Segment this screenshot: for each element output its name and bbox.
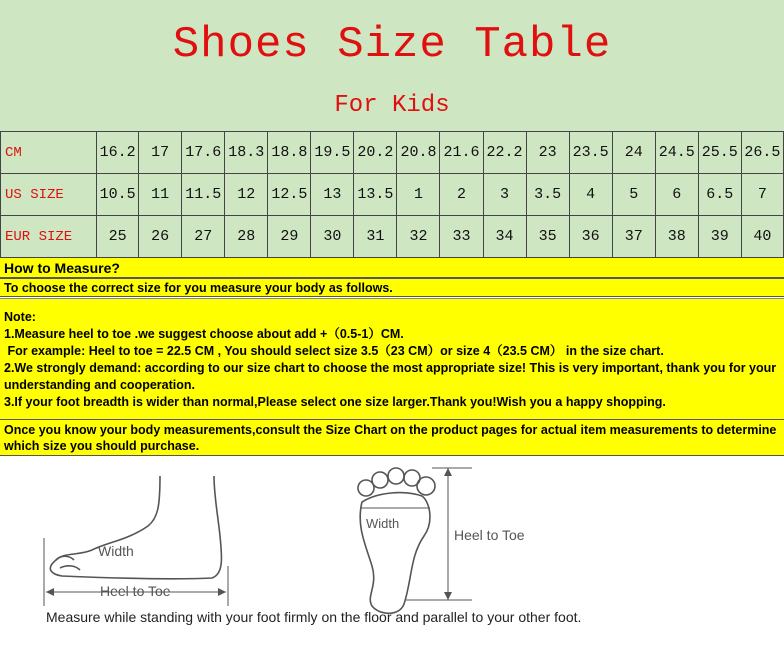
size-cell: 22.2 xyxy=(483,132,526,174)
size-cell: 3.5 xyxy=(526,174,569,216)
size-row-label: US SIZE xyxy=(1,174,97,216)
size-cell: 11 xyxy=(139,174,182,216)
size-cell: 4 xyxy=(569,174,612,216)
measure-caption: Measure while standing with your foot firmly on the floor and parallel to your other foot. xyxy=(46,609,582,625)
header-banner xyxy=(0,0,784,131)
page-title: Shoes Size Table xyxy=(172,20,612,70)
size-cell: 33 xyxy=(440,216,483,258)
size-cell: 30 xyxy=(311,216,354,258)
sole-arrow-bottom xyxy=(444,592,452,600)
sole-width-label: Width xyxy=(366,516,400,531)
size-cell: 2 xyxy=(440,174,483,216)
size-cell: 6.5 xyxy=(698,174,741,216)
size-cell: 7 xyxy=(741,174,783,216)
size-cell: 34 xyxy=(483,216,526,258)
size-cell: 32 xyxy=(397,216,440,258)
size-cell: 21.6 xyxy=(440,132,483,174)
size-row-label: EUR SIZE xyxy=(1,216,97,258)
size-cell: 38 xyxy=(655,216,698,258)
side-foot-outline xyxy=(50,476,221,579)
notes-block xyxy=(0,298,784,420)
size-cell: 37 xyxy=(612,216,655,258)
sole-toe-3 xyxy=(388,468,404,484)
size-cell: 39 xyxy=(698,216,741,258)
note-3: 3.If your foot breadth is wider than normal,Please select one size larger.Thank you!Wish you a happy shopping. xyxy=(4,395,666,409)
size-cell: 16.2 xyxy=(97,132,139,174)
size-row-label: CM xyxy=(1,132,97,174)
size-row xyxy=(1,132,784,174)
size-cell: 28 xyxy=(225,216,268,258)
sole-length-label: Heel to Toe xyxy=(454,527,525,543)
size-cell: 3 xyxy=(483,174,526,216)
size-cell: 24 xyxy=(612,132,655,174)
size-row xyxy=(1,216,784,258)
size-cell: 23.5 xyxy=(569,132,612,174)
size-cell: 20.2 xyxy=(354,132,397,174)
size-cell: 13.5 xyxy=(354,174,397,216)
size-cell: 29 xyxy=(268,216,311,258)
size-cell: 11.5 xyxy=(182,174,225,216)
side-length-label: Heel to Toe xyxy=(100,583,171,599)
size-cell: 24.5 xyxy=(655,132,698,174)
page-subtitle: For Kids xyxy=(334,92,450,119)
side-width-label: Width xyxy=(98,543,134,559)
size-cell: 23 xyxy=(526,132,569,174)
size-table-body xyxy=(1,132,784,258)
size-cell: 19.5 xyxy=(311,132,354,174)
size-cell: 10.5 xyxy=(97,174,139,216)
size-cell: 17 xyxy=(139,132,182,174)
note-2: 2.We strongly demand: according to our size chart to choose the most appropriate size! This is very important, thank you for your understanding and cooperation. xyxy=(4,361,777,392)
sole-arrow-top xyxy=(444,468,452,476)
side-arrow-left xyxy=(46,588,54,596)
size-cell: 31 xyxy=(354,216,397,258)
side-foot-illustration xyxy=(50,476,221,579)
size-cell: 18.8 xyxy=(268,132,311,174)
choose-size-text: To choose the correct size for you measure your body as follows. xyxy=(0,278,784,297)
size-cell: 27 xyxy=(182,216,225,258)
sole-toe-5 xyxy=(417,477,435,495)
size-cell: 25.5 xyxy=(698,132,741,174)
size-cell: 18.3 xyxy=(225,132,268,174)
once-you-know-text: Once you know your body measurements,consult the Size Chart on the product pages for actual item measurements to determine which size you should purchase. xyxy=(0,420,784,456)
note-1: 1.Measure heel to toe .we suggest choose about add +（0.5-1）CM. xyxy=(4,327,404,341)
sole-foot-outline xyxy=(360,493,430,614)
side-foot-toes xyxy=(56,556,80,570)
note-label: Note: xyxy=(4,310,36,324)
size-table xyxy=(0,131,784,258)
sole-toe-2 xyxy=(372,472,388,488)
side-arrow-right xyxy=(218,588,226,596)
size-cell: 13 xyxy=(311,174,354,216)
size-cell: 6 xyxy=(655,174,698,216)
size-cell: 20.8 xyxy=(397,132,440,174)
note-example: For example: Heel to toe = 22.5 CM , You should select size 3.5（23 CM）or size 4（23.5 CM） in the size chart. xyxy=(4,344,664,358)
how-to-measure-heading: How to Measure? xyxy=(0,258,784,278)
size-cell: 5 xyxy=(612,174,655,216)
size-cell: 26.5 xyxy=(741,132,783,174)
size-cell: 26 xyxy=(139,216,182,258)
size-cell: 25 xyxy=(97,216,139,258)
size-cell: 1 xyxy=(397,174,440,216)
size-cell: 40 xyxy=(741,216,783,258)
size-cell: 17.6 xyxy=(182,132,225,174)
size-cell: 12.5 xyxy=(268,174,311,216)
size-row xyxy=(1,174,784,216)
size-cell: 35 xyxy=(526,216,569,258)
size-cell: 12 xyxy=(225,174,268,216)
size-cell: 36 xyxy=(569,216,612,258)
sole-foot-illustration xyxy=(358,468,435,613)
